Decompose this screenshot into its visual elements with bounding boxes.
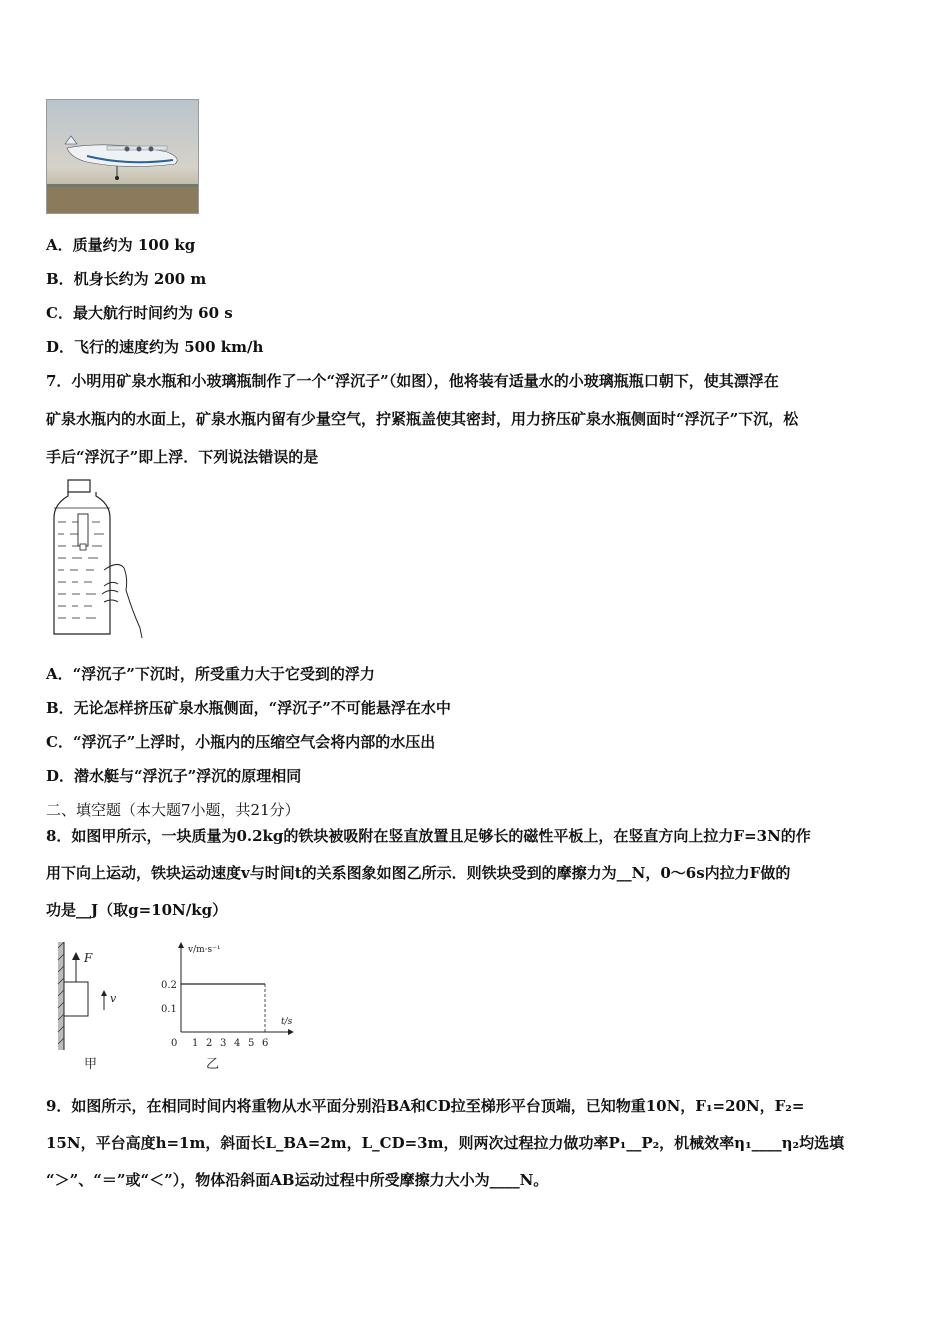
q8-stem-line2: 用下向上运动，铁块运动速度v与时间t的关系图象如图乙所示．则铁块受到的摩擦力为__N，0～6s内拉力F做的 [46,864,791,882]
x-tick-label: 6 [262,1038,269,1049]
x-tick-label: 2 [206,1038,213,1049]
q7-option-b: B．无论怎样挤压矿泉水瓶侧面，“浮沉子”不可能悬浮在水中 [46,699,451,717]
q6-option-c: C．最大航行时间约为 60 s [46,304,233,322]
q6-option-a: A．质量约为 100 kg [46,236,196,254]
q9-stem-line1: 9．如图所示，在相同时间内将重物从水平面分别沿BA和CD拉至梯形平台顶端，已知物重10N，F₁=20N，F₂= [46,1097,805,1115]
q7-option-d: D．潜水艇与“浮沉子”浮沉的原理相同 [46,767,302,785]
seaplane-photo [46,99,199,214]
q9-stem-line2: 15N，平台高度h=1m，斜面长L_BA=2m，L_CD=3m，则两次过程拉力做功率P₁__P₂，机械效率η₁____η₂均选填 [46,1134,845,1152]
x-tick-label: 3 [220,1038,227,1049]
q7-stem-line1: 7．小明用矿泉水瓶和小玻璃瓶制作了一个“浮沉子”（如图），他将装有适量水的小玻璃瓶瓶口朝下，使其漂浮在 [46,372,779,390]
q8-figure [48,940,308,1075]
jia-label: 甲 [84,1057,98,1072]
y-axis-label: v/m·s⁻¹ [188,945,221,955]
x-axis-label: t/s [281,1017,293,1027]
y-tick-label: 0.2 [161,980,177,991]
x-tick-label: 5 [248,1038,255,1049]
q9-stem-line3: “＞”、“＝”或“＜”），物体沿斜面AB运动过程中所受摩擦力大小为____N。 [46,1171,549,1189]
q7-option-c: C．“浮沉子”上浮时，小瓶内的压缩空气会将内部的水压出 [46,733,436,751]
yi-label: 乙 [206,1057,220,1072]
y-tick-label: 0.1 [161,1004,177,1015]
x-tick-label: 1 [192,1038,199,1049]
q8-stem-line3: 功是__J（取g=10N/kg） [46,901,228,919]
figure-jia [58,942,117,1072]
section-heading: 二、填空题（本大题7小题，共21分） [46,801,300,819]
x-tick-label: 4 [234,1038,241,1049]
q7-stem-line2: 矿泉水瓶内的水面上，矿泉水瓶内留有少量空气，拧紧瓶盖使其密封，用力挤压矿泉水瓶侧面时“浮沉子”下沉，松 [46,410,799,428]
q6-option-d: D．飞行的速度约为 500 km/h [46,338,264,356]
cartesian-diver-figure [48,478,148,640]
force-label: F [84,951,93,965]
q7-stem-line3: 手后“浮沉子”即上浮．下列说法错误的是 [46,448,319,466]
q6-option-b: B．机身长约为 200 m [46,270,207,288]
velocity-label: v [110,992,117,1005]
x-tick-label: 0 [171,1038,178,1049]
q7-option-a: A．“浮沉子”下沉时，所受重力大于它受到的浮力 [46,665,375,683]
q8-stem-line1: 8．如图甲所示，一块质量为0.2kg的铁块被吸附在竖直放置且足够长的磁性平板上，在竖直方向上拉力F=3N的作 [46,827,811,845]
figure-yi-chart [161,942,294,1072]
